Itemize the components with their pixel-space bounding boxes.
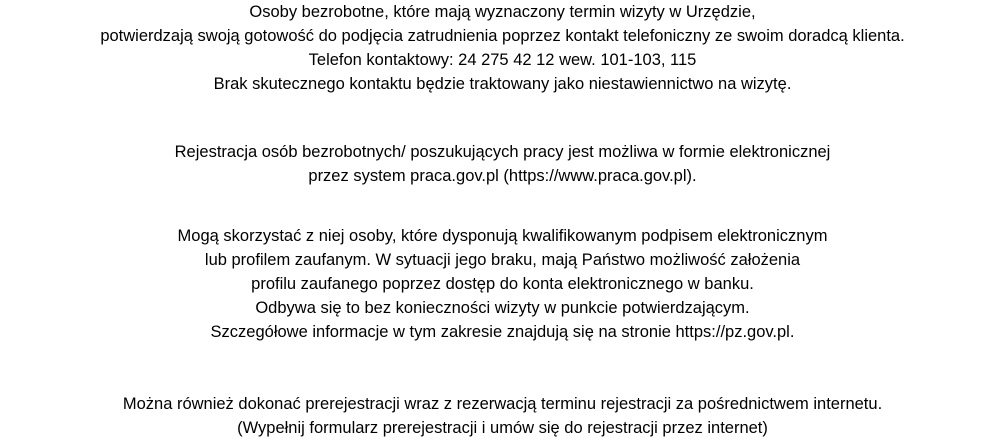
text-line: Szczegółowe informacje w tym zakresie znajdują się na stronie https://pz.gov.pl. [210, 323, 795, 341]
text-line: Można również dokonać prerejestracji wraz z rezerwacją terminu rejestracji za pośrednictwem internetu. [122, 395, 883, 413]
text-line: potwierdzają swoją gotowość do podjęcia zatrudnienia poprzez kontakt telefoniczny ze swoim doradcą klienta. [100, 27, 905, 45]
text-line: Mogą skorzystać z niej osoby, które dysponują kwalifikowanym podpisem elektronicznym [177, 227, 828, 245]
text-line: Odbywa się to bez konieczności wizyty w punkcie potwierdzającym. [255, 299, 750, 317]
text-line: profilu zaufanego poprzez dostęp do konta elektronicznego w banku. [251, 275, 754, 293]
paragraph-trusted-profile [0, 224, 1005, 344]
text-line: Brak skutecznego kontaktu będzie traktowany jako niestawiennictwo na wizytę. [213, 75, 792, 93]
contact-phone-line: Telefon kontaktowy: 24 275 42 12 wew. 101-103, 115 [308, 51, 697, 69]
text-line: Rejestracja osób bezrobotnych/ poszukujących pracy jest możliwa w formie elektronicznej [174, 143, 831, 161]
text-line: lub profilem zaufanym. W sytuacji jego braku, mają Państwo możliwość założenia [204, 251, 801, 269]
paragraph-appointment-confirmation [0, 0, 1005, 96]
text-line: (Wypełnij formularz prerejestracji i umów się do rejestracji przez internet) [237, 419, 768, 437]
paragraph-preregistration [0, 392, 1005, 440]
text-line: Osoby bezrobotne, które mają wyznaczony termin wizyty w Urzędzie, [249, 3, 756, 21]
text-line: przez system praca.gov.pl (https://www.praca.gov.pl). [308, 167, 697, 185]
paragraph-electronic-registration [0, 140, 1005, 188]
